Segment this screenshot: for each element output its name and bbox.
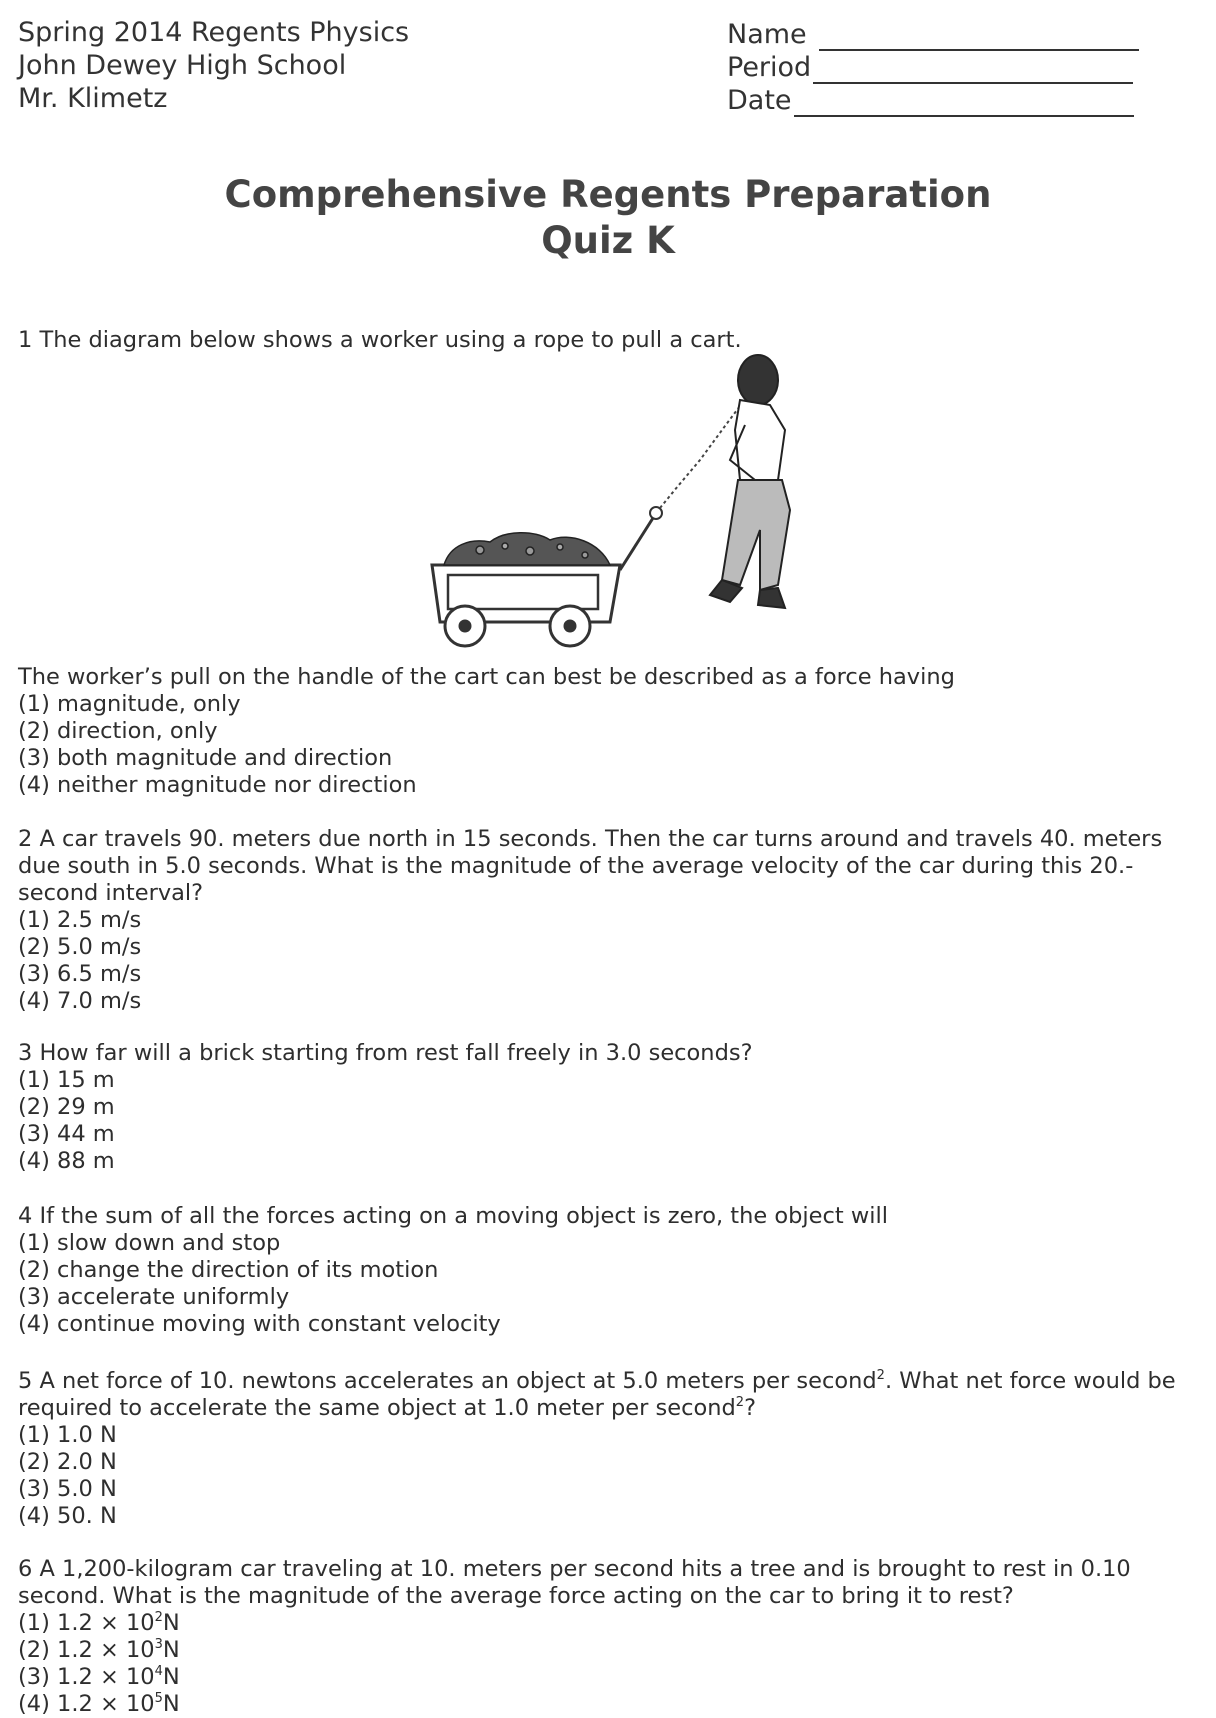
cart-handle [620, 518, 653, 570]
question-3-choice-1[interactable]: (1) 15 m [18, 1067, 115, 1093]
question-5-stem-part-b: . What net force would be required to accelerate the same object at 1.0 meter per second [18, 1368, 1176, 1421]
cart-wheels [445, 606, 590, 646]
question-2-choice-1[interactable]: (1) 2.5 m/s [18, 907, 142, 933]
question-6-stem: 6 A 1,200-kilogram car traveling at 10. meters per second hits a tree and is brought to rest in 0.10 second. What is the magnitude of the average force acting on the car to bring it to rest? [18, 1556, 1131, 1609]
question-2-choice-4[interactable]: (4) 7.0 m/s [18, 988, 142, 1014]
question-5-exponent-b: 2 [735, 1395, 745, 1410]
question-1-intro-text: 1 The diagram below shows a worker using a rope to pull a cart. [18, 327, 742, 353]
question-3 [18, 1040, 1208, 1175]
question-4-stem: 4 If the sum of all the forces acting on a moving object is zero, the object will [18, 1203, 888, 1229]
question-1-stem: The worker’s pull on the handle of the cart can best be described as a force having [18, 664, 955, 690]
date-row [727, 84, 1139, 117]
course-info [18, 16, 409, 115]
question-4-choice-3[interactable]: (3) accelerate uniformly [18, 1284, 290, 1310]
student-info [727, 18, 1139, 117]
worker-pulling-cart-figure [410, 350, 850, 660]
question-3-stem: 3 How far will a brick starting from rest fall freely in 3.0 seconds? [18, 1040, 753, 1066]
question-4-choice-1[interactable]: (1) slow down and stop [18, 1230, 281, 1256]
question-6-choice-2-exponent: 3 [154, 1637, 163, 1652]
question-6-choice-2-unit: N [162, 1637, 180, 1663]
question-3-choice-3[interactable]: (3) 44 m [18, 1121, 115, 1147]
question-3-choice-4[interactable]: (4) 88 m [18, 1148, 115, 1174]
question-6 [18, 1556, 1208, 1718]
question-6-choice-2-base: (2) 1.2 × 10 [18, 1637, 155, 1663]
name-label: Name [727, 19, 807, 50]
question-6-choice-4-unit: N [162, 1691, 180, 1717]
question-5-stem-part-a: 5 A net force of 10. newtons accelerates an object at 5.0 meters per second [18, 1368, 877, 1394]
question-6-choice-3-unit: N [162, 1664, 180, 1690]
cart-load [444, 533, 610, 565]
question-5-choice-1[interactable]: (1) 1.0 N [18, 1422, 117, 1448]
question-5 [18, 1368, 1208, 1530]
school-line: John Dewey High School [18, 50, 347, 81]
question-6-choice-3-base: (3) 1.2 × 10 [18, 1664, 155, 1690]
question-2-choice-3[interactable]: (3) 6.5 m/s [18, 961, 142, 987]
teacher-line: Mr. Klimetz [18, 83, 168, 114]
title-line-1: Comprehensive Regents Preparation [224, 173, 992, 216]
question-6-choice-1-unit: N [162, 1610, 180, 1636]
date-field[interactable] [794, 93, 1134, 117]
question-5-choice-2[interactable]: (2) 2.0 N [18, 1449, 117, 1475]
period-row [727, 51, 1139, 84]
question-6-choice-3-exponent: 4 [154, 1664, 163, 1679]
question-2 [18, 826, 1208, 1015]
question-2-choice-2[interactable]: (2) 5.0 m/s [18, 934, 142, 960]
question-1-choice-2[interactable]: (2) direction, only [18, 718, 218, 744]
question-4-choice-4[interactable]: (4) continue moving with constant velocity [18, 1311, 501, 1337]
question-3-choice-2[interactable]: (2) 29 m [18, 1094, 115, 1120]
course-line: Spring 2014 Regents Physics [18, 17, 410, 48]
question-6-choice-4[interactable] [18, 1691, 1208, 1718]
question-1-choice-1[interactable]: (1) magnitude, only [18, 691, 241, 717]
question-6-choice-3[interactable] [18, 1664, 1208, 1691]
question-1-choice-3[interactable]: (3) both magnitude and direction [18, 745, 393, 771]
question-4-choice-2[interactable]: (2) change the direction of its motion [18, 1257, 439, 1283]
question-2-stem: 2 A car travels 90. meters due north in 15 seconds. Then the car turns around and travels 40. meters due south in 5.0 seconds. What is the magnitude of the average velocity of the car during this 20.-second interval? [18, 826, 1163, 906]
question-4 [18, 1203, 1208, 1338]
period-label: Period [727, 52, 812, 83]
question-5-exponent-a: 2 [876, 1368, 885, 1383]
question-6-choice-1-exponent: 2 [154, 1610, 163, 1625]
question-6-choice-4-exponent: 5 [154, 1691, 163, 1706]
question-5-choice-3[interactable]: (3) 5.0 N [18, 1476, 117, 1502]
date-label: Date [727, 85, 792, 116]
question-1-choice-4[interactable]: (4) neither magnitude nor direction [18, 772, 417, 798]
title-line-2: Quiz K [541, 219, 675, 262]
period-field[interactable] [813, 60, 1133, 84]
question-5-stem-part-c: ? [744, 1395, 757, 1421]
question-1 [18, 664, 1208, 799]
name-field[interactable] [819, 27, 1139, 51]
question-6-choice-1-base: (1) 1.2 × 10 [18, 1610, 155, 1636]
name-row [727, 18, 1139, 51]
question-6-choice-4-base: (4) 1.2 × 10 [18, 1691, 155, 1717]
question-6-choice-2[interactable] [18, 1637, 1208, 1664]
question-6-choice-1[interactable] [18, 1610, 1208, 1637]
question-5-stem [18, 1368, 1208, 1422]
worker [710, 355, 790, 608]
question-5-choice-4[interactable]: (4) 50. N [18, 1503, 117, 1529]
rope [660, 406, 740, 508]
page-title [0, 172, 1216, 264]
